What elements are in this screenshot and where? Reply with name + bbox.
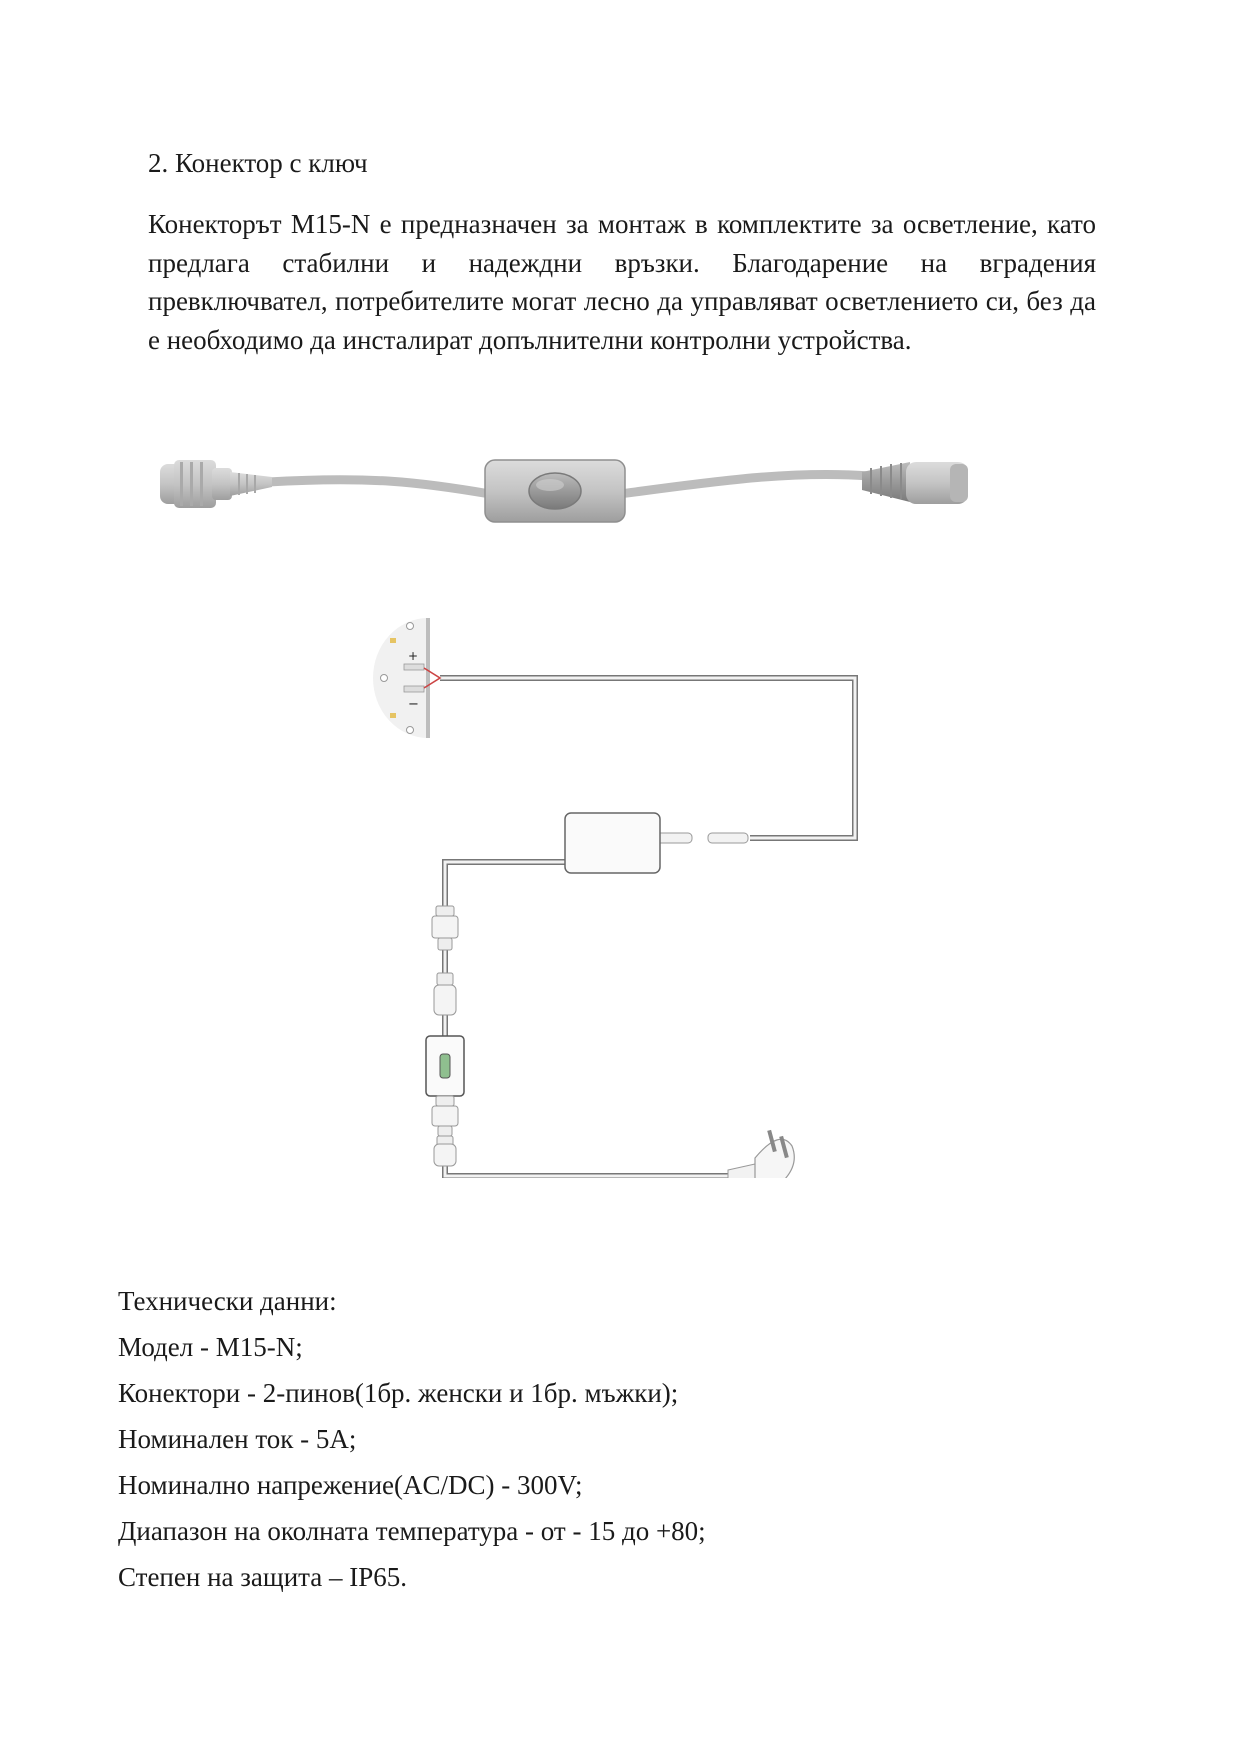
spec-protection-rating: Степен на защита – IP65. [118,1562,408,1592]
specs-heading: Технически данни: [118,1286,337,1316]
spec-temperature-range: Диапазон на околната температура - от - 15 до +80; [118,1516,706,1546]
power-plug-icon [728,1130,794,1178]
spec-model: Модел - М15-N; [118,1332,303,1362]
female-connector-bottom-icon [434,1136,456,1166]
spec-connectors: Конектори - 2-пинов(1бр. женски и 1бр. мъжки); [118,1378,679,1408]
inline-switch-icon [485,460,625,522]
inline-switch-diagram-icon [426,1036,464,1096]
intro-paragraph: Конекторът М15-N е предназначен за монтаж в комплектите за осветление, като предлага стабилни и надеждни връзки. Благодарение на вградения превключвател, потребителите могат лесно да управляват осветлението си, без да е необходимо да инсталират допълнителни контролни устройства. [148,209,1096,355]
male-connector-top-icon [432,906,458,950]
led-driver-icon [565,813,660,873]
spec-rated-current: Номинален ток - 5A; [118,1424,357,1454]
female-connector-icon [862,462,968,504]
connector-switch-photo [150,440,1090,540]
plus-label: + [408,649,419,663]
female-connector-top-icon [434,973,456,1015]
spec-rated-voltage: Номинално напрежение(AC/DC) - 300V; [118,1470,583,1500]
male-connector-bottom-icon [432,1096,458,1136]
technical-specs [118,1278,706,1600]
minus-label: − [408,697,419,712]
section-title: 2. Конектор с ключ [148,148,368,178]
male-connector-icon [160,460,272,508]
wiring-diagram [360,618,880,1178]
led-module-icon [373,618,440,738]
dc-connector-icon [650,833,748,843]
